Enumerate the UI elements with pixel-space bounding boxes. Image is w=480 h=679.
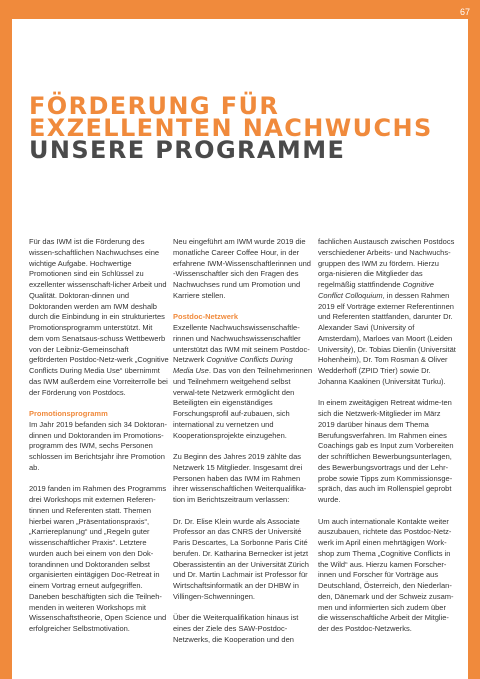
heading-line-1: FÖRDERUNG FÜR: [29, 92, 280, 120]
paragraph: Neu eingeführt am IWM wurde 2019 die monatliche Career Coffee Hour, in der erfahrene IWM-Wissenschaftlerinnen und -Wissenschaftler sich den Fragen des Nachwuchses rund um Promotion und Karriere stellen.: [173, 237, 311, 300]
paragraph: [318, 237, 458, 388]
paragraph: Über die Weiterqualifikation hinaus ist eines der Ziele des SAW-Postdoc-Netzwerks, die Kooperation und den: [173, 613, 299, 644]
paragraph: Im Jahr 2019 befanden sich 34 Doktoran-dinnen und Doktoranden im Promotions-programm des IWM, sechs Personen schlossen im Berichtsjahr ihre Promotion ab.: [29, 419, 167, 472]
text-run: . Das von den Teilnehmerinnen und Teilnehmern weitgehend selbst verwal-tete Netzwerk ermöglicht den Beteiligten ein eigenständiges Forschungsprofil auf-zubauen, sich international zu vernetzen und Kooperationsprojekte einzugehen.: [173, 366, 313, 440]
subheading-promotionsprogramm: Promotionsprogramm: [29, 409, 108, 418]
colloquium-title: Cognitive Conflict Colloquium: [318, 280, 434, 300]
text-column-2: [173, 237, 313, 646]
text-run: fachlichen Austausch zwischen Postdocs verschiedener Arbeits- und Nachwuchs-gruppen des IWM zu fördern. Hierzu orga-nisieren die Mitglieder das regelmäßig stattfindende: [318, 237, 455, 289]
subheading-postdoc-netzwerk: Postdoc-Netzwerk: [173, 312, 239, 322]
page-heading: [29, 92, 459, 164]
paragraph: 2019 fanden im Rahmen des Programms drei Workshops mit externen Referen-tinnen und Referenten statt. Themen hierbei waren „Präsentationspraxis“, „Karriereplanung“ und „Regeln guter wissenschaftlicher Praxis“. Letztere wurden auch bei einem von den Dok-torandinnen und Doktoranden selbst organisierten eintägigen Doc-Retreat in einem Vortrag erneut aufgegriffen. Daneben beschäftigten sich die Teilneh-menden in weiteren Workshops mit Wissenschaftstheorie, Open Science und erfolgreicher Selbstmotivation.: [29, 484, 167, 633]
paragraph-intro: Für das IWM ist die Förderung des wissen-schaftlichen Nachwuchses eine wichtige Aufgabe. Hochwertige Promotionen sind ein Schlüssel zu exzellenter wissenschaft-licher Arbeit und Qualität. Doktoran-dinnen und Doktoranden werden am IWM deshalb durch die Einbindung in ein strukturiertes Promotionsprogramm unterstützt. Mit dem vom Senatsaus-schuss Wettbewerb von der Leibniz-Gemeinschaft geförderten Postdoc-Netz-werk „Cognitive Conflicts During Media Use“ übernimmt das IWM außerdem eine Vorreiterrolle bei der Förderung von Postdocs.: [29, 237, 169, 397]
paragraph: Um auch internationale Kontakte weiter auszubauen, richtete das Postdoc-Netz-werk im April einen mehrtägigen Work-shop zum Thema „Cognitive Conflicts in the Wild“ aus. Hierzu kamen Forscher-innen und Forscher für Vorträge aus Deutschland, Österreich, den Niederlan-den, Dänemark und der Schweiz zusam-men und informierten sich zudem über die wissenschaftliche Arbeit der Mitglie-der des Postdoc-Netzwerks.: [318, 516, 454, 633]
paragraph: [173, 323, 313, 441]
paragraph: Dr. Dr. Elise Klein wurde als Associate Professor an das CNRS der Université Paris Descartes, La Sorbonne Paris Cité berufen. Dr. Katharina Bernecker ist jetzt Oberassistentin an der Universität Zürich und Dr. Martin Lachmair ist Professor für Wirtschaftsinformatik an der DHBW in Villingen-Schwenningen.: [173, 516, 309, 601]
heading-line-2: EXZELLENTEN NACHWUCHS: [29, 114, 433, 142]
text-run: , in dessen Rahmen 2019 elf Vorträge externer Referentinnen und Referenten stattfanden, darunter Dr. Alexander Savi (University of Amsterdam), Marloes van Moort (Leiden University), Dr. Tobias Dienlin (Universität Hohenheim), Dr. Tom Rosman & Oliver Wedderhoff (ZPID Trier) sowie Dr. Johanna Kaakinen (Universität Turku).: [318, 290, 456, 386]
page-number: 67: [459, 7, 470, 17]
text-column-1: [29, 237, 169, 635]
text-column-3: [318, 237, 458, 635]
network-title: Cognitive Conflicts During Media Use: [173, 355, 293, 375]
text-run: Exzellente Nachwuchswissenschaftle-rinnen und Nachwuchswissenschaftler unterstützt das IWM mit seinem Postdoc-Netzwerk: [173, 323, 310, 365]
heading-line-3: UNSERE PROGRAMME: [29, 136, 346, 164]
paragraph: In einem zweitägigen Retreat widme-ten sich die Netzwerk-Mitglieder im März 2019 darüber hinaus dem Thema Berufungsverfahren. Im Rahmen eines Coachings gab es Input zum Vorbereiten der schriftlichen Bewerbungsunterlagen, des Bewerbungsvortrags und der Lehr-probe sowie Tipps zum Kommissionsge-spräch, das auch im Rollenspiel geprobt wurde.: [318, 398, 454, 504]
content-panel: [12, 19, 468, 679]
paragraph: Zu Beginn des Jahres 2019 zählte das Netzwerk 15 Mitglieder. Insgesamt drei Personen haben das IWM im Rahmen ihrer wissenschaftlichen Weiterqualifika-tion im Berichtszeitraum verlassen:: [173, 452, 307, 504]
